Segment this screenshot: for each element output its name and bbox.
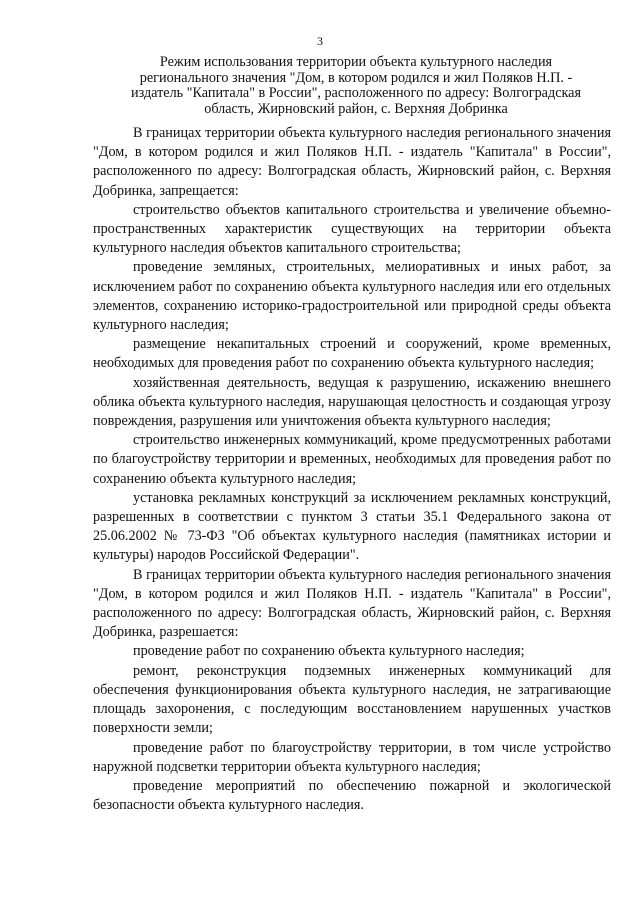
paragraph-item: проведение работ по сохранению объекта культурного наследия; <box>133 643 525 660</box>
paragraph-item: хозяйственная деятельность, ведущая к разрушению, искажению внешнего облика объекта культурного наследия, нарушающая целостность и создающая угрозу повреждения, разрушения или уничтожения объекта культурного наследия; <box>93 374 611 430</box>
paragraph-item: размещение некапитальных строений и сооружений, кроме временных, необходимых для проведения работ по сохранению объекта культурного наследия; <box>93 336 611 372</box>
paragraph-item: проведение мероприятий по обеспечению пожарной и экологической безопасности объекта культурного наследия. <box>93 777 611 814</box>
paragraph-prohibitions-intro: В границах территории объекта культурного наследия регионального значения "Дом, в котором родился и жил Поляков Н.П. - издатель "Капитала" в России", расположенного по адресу: Волгоградская область, Жирновский район, с. Верхняя Добринка, запрещается: <box>93 125 611 199</box>
paragraph-item: установка рекламных конструкций за исключением рекламных конструкций, разрешенных в соответствии с пунктом 3 статьи 35.1 Федерального закона от 25.06.2002 № 73-ФЗ "Об объектах культурного наследия (памятниках истории и культуры) народов Российской Федерации". <box>93 489 611 564</box>
title-line: Режим использования территории объекта культурного наследия <box>159 54 553 70</box>
paragraph-item: проведение земляных, строительных, мелиоративных и иных работ, за исключением работ по сохранению объекта культурного наследия или его отдельных элементов, сохранению историко-градостроительной или природной среды объекта культурного наследия; <box>93 259 611 334</box>
paragraph-item: проведение работ по благоустройству территории, в том числе устройство наружной подсветки территории объекта культурного наследия; <box>93 739 611 775</box>
paragraph-item: ремонт, реконструкция подземных инженерных коммуникаций для обеспечения функционирования объекта культурного наследия, не затрагивающие площадь захоронения, с последующим восстановлением нарушенных участков поверхности земли; <box>93 662 611 737</box>
title-line: область, Жирновский район, с. Верхняя Добринка <box>204 100 508 117</box>
document-title <box>112 55 600 117</box>
page-number: 3 <box>317 34 323 48</box>
title-line: регионального значения "Дом, в котором родился и жил Поляков Н.П. - <box>139 69 573 86</box>
paragraph-item: строительство объектов капитального строительства и увеличение объемно-пространственных характеристик существующих на территории объекта культурного наследия объектов капитального строительства; <box>93 201 611 257</box>
paragraph-permissions-intro: В границах территории объекта культурного наследия регионального значения "Дом, в котором родился и жил Поляков Н.П. - издатель "Капитала" в России", расположенного по адресу: Волгоградская область, Жирновский район, с. Верхняя Добринка, разрешается: <box>93 566 611 641</box>
document-body <box>93 124 611 815</box>
title-line: издатель "Капитала" в России", расположенного по адресу: Волгоградская <box>131 85 581 102</box>
paragraph-item: строительство инженерных коммуникаций, кроме предусмотренных работами по благоустройству территории и временных, необходимых для проведения работ по сохранению объекта культурного наследия; <box>93 432 611 487</box>
